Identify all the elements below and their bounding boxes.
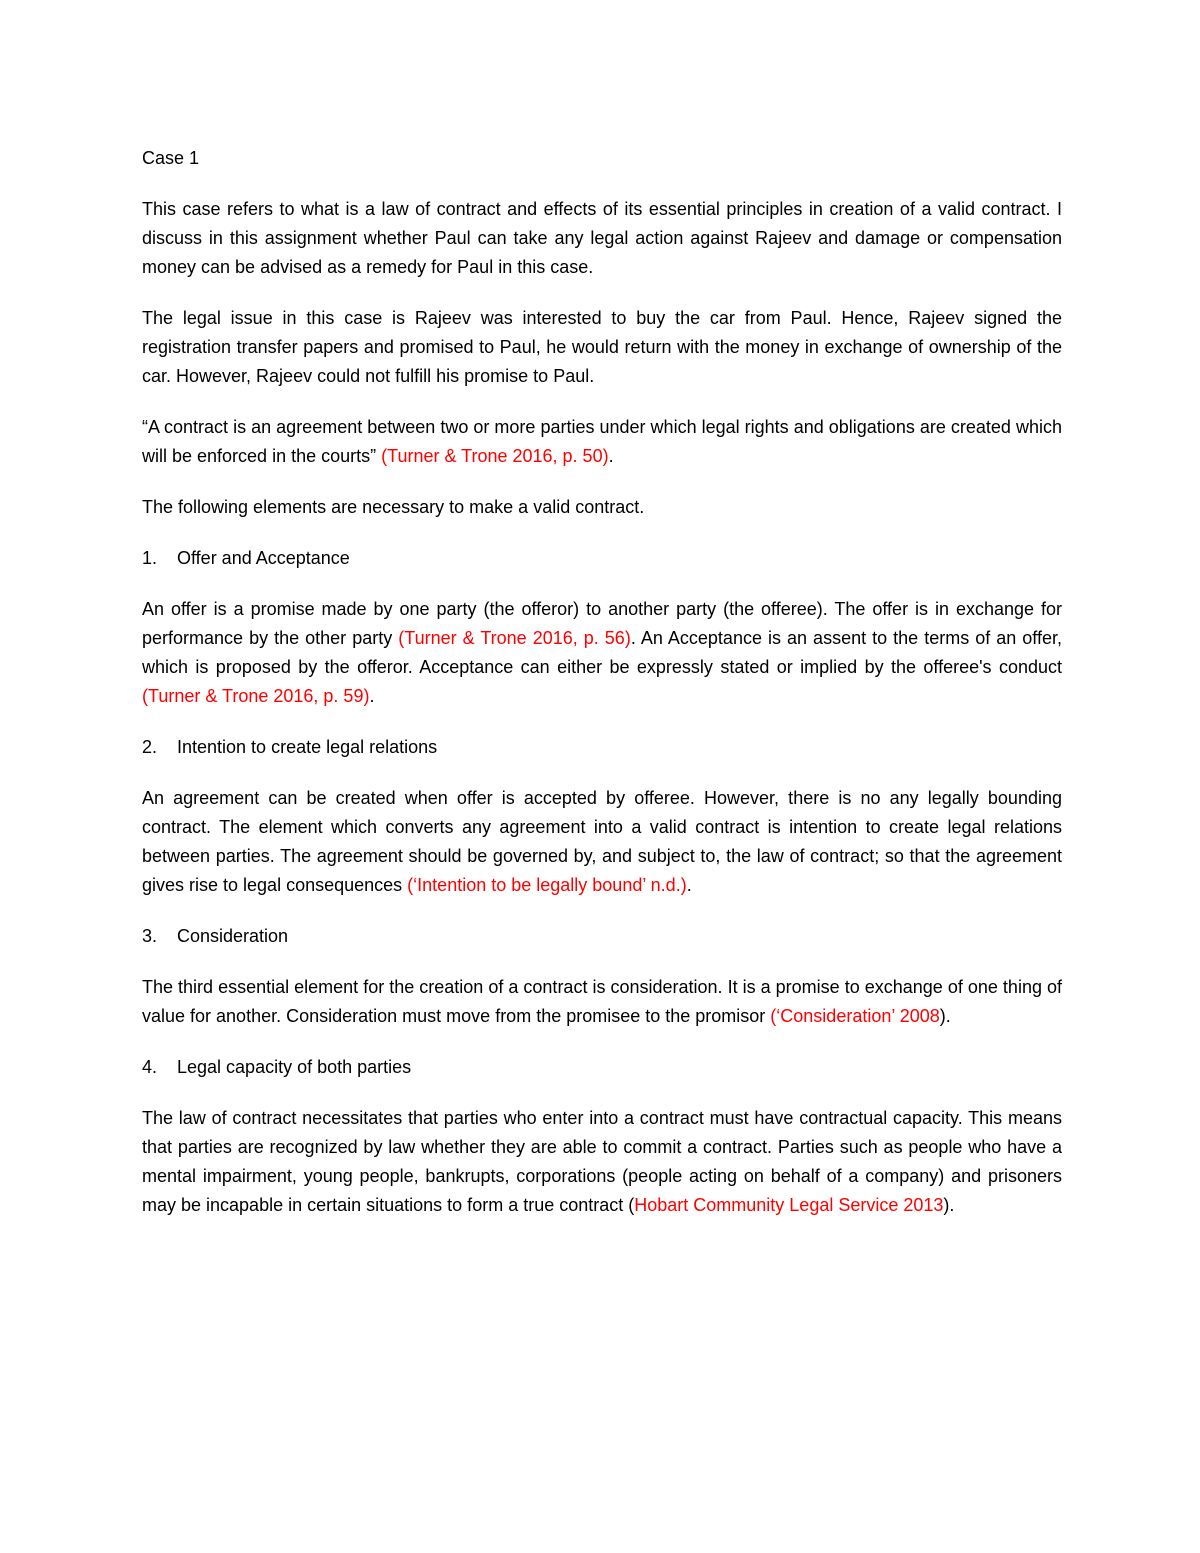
body-text: . An Acceptance is an assent to the terms of an offer, which is proposed by the offeror. Acceptance can either be expressly stated or implied by the offeree's conduct — [142, 628, 1062, 677]
quote-text: “A contract is an agreement between two or more parties under which legal rights and obligations are created which will be enforced in the courts” — [142, 417, 1062, 466]
body-text: An offer is a promise made by one party (the offeror) to another party (the offeree). The offer is in exchange for performance by the other party — [142, 599, 1062, 648]
paragraph-consideration — [142, 973, 1062, 1031]
body-text: An agreement can be created when offer is accepted by offeree. However, there is no any legally bounding contract. The element which converts any agreement into a valid contract is intention to create legal relations between parties. The agreement should be governed by, and subject to, the law of contract; so that the agreement gives rise to legal consequences — [142, 788, 1062, 895]
list-item-intention — [142, 733, 1062, 762]
sentence-end: ). — [943, 1195, 955, 1215]
list-number: 3. — [142, 926, 158, 946]
body-text: The third essential element for the creation of a contract is consideration. It is a promise to exchange of one thing of value for another. Consideration must move from the promisee to the promisor — [142, 977, 1062, 1026]
paragraph-elements-lead: The following elements are necessary to make a valid contract. — [142, 497, 645, 517]
sentence-end: . — [686, 875, 692, 895]
list-item-label: Consideration — [177, 926, 289, 946]
paragraph-legal-capacity — [142, 1104, 1062, 1220]
list-item-label: Intention to create legal relations — [177, 737, 438, 757]
citation-turner-trone-p59: (Turner & Trone 2016, p. 59) — [142, 686, 370, 706]
list-item-label: Offer and Acceptance — [177, 548, 350, 568]
citation-consideration-2008: (‘Consideration’ 2008 — [770, 1006, 940, 1026]
document-body — [142, 144, 1062, 1242]
citation-hobart-community-legal-service: Hobart Community Legal Service 2013 — [634, 1195, 944, 1215]
list-number: 4. — [142, 1057, 158, 1077]
list-item-legal-capacity — [142, 1053, 1062, 1082]
citation-intention-legally-bound: (‘Intention to be legally bound’ n.d.) — [407, 875, 687, 895]
list-item-consideration — [142, 922, 1062, 951]
sentence-end: . — [369, 686, 375, 706]
list-number: 2. — [142, 737, 158, 757]
body-text: The law of contract necessitates that parties who enter into a contract must have contractual capacity. This means that parties are recognized by law whether they are able to commit a contract. Parties such as people who have a mental impairment, young people, bankrupts, corporations (people acting on behalf of a company) and prisoners may be incapable in certain situations to form a true contract ( — [142, 1108, 1062, 1215]
paragraph-offer-acceptance — [142, 595, 1062, 711]
page-title: Case 1 — [142, 148, 200, 168]
paragraph-intention — [142, 784, 1062, 900]
paragraph-legal-issue: The legal issue in this case is Rajeev was interested to buy the car from Paul. Hence, Rajeev signed the registration transfer papers and promised to Paul, he would return with the money in exchange of ownership of the car. However, Rajeev could not fulfill his promise to Paul. — [142, 308, 1062, 386]
citation-turner-trone-p50: (Turner & Trone 2016, p. 50) — [381, 446, 609, 466]
paragraph-intro: This case refers to what is a law of contract and effects of its essential principles in creation of a valid contract. I discuss in this assignment whether Paul can take any legal action against Rajeev and damage or compensation money can be advised as a remedy for Paul in this case. — [142, 199, 1062, 277]
sentence-end: . — [608, 446, 614, 466]
sentence-end: ). — [939, 1006, 951, 1026]
list-item-label: Legal capacity of both parties — [177, 1057, 412, 1077]
citation-turner-trone-p56: (Turner & Trone 2016, p. 56) — [398, 628, 631, 648]
list-number: 1. — [142, 548, 158, 568]
list-item-offer-acceptance — [142, 544, 1062, 573]
paragraph-contract-definition — [142, 413, 1062, 471]
